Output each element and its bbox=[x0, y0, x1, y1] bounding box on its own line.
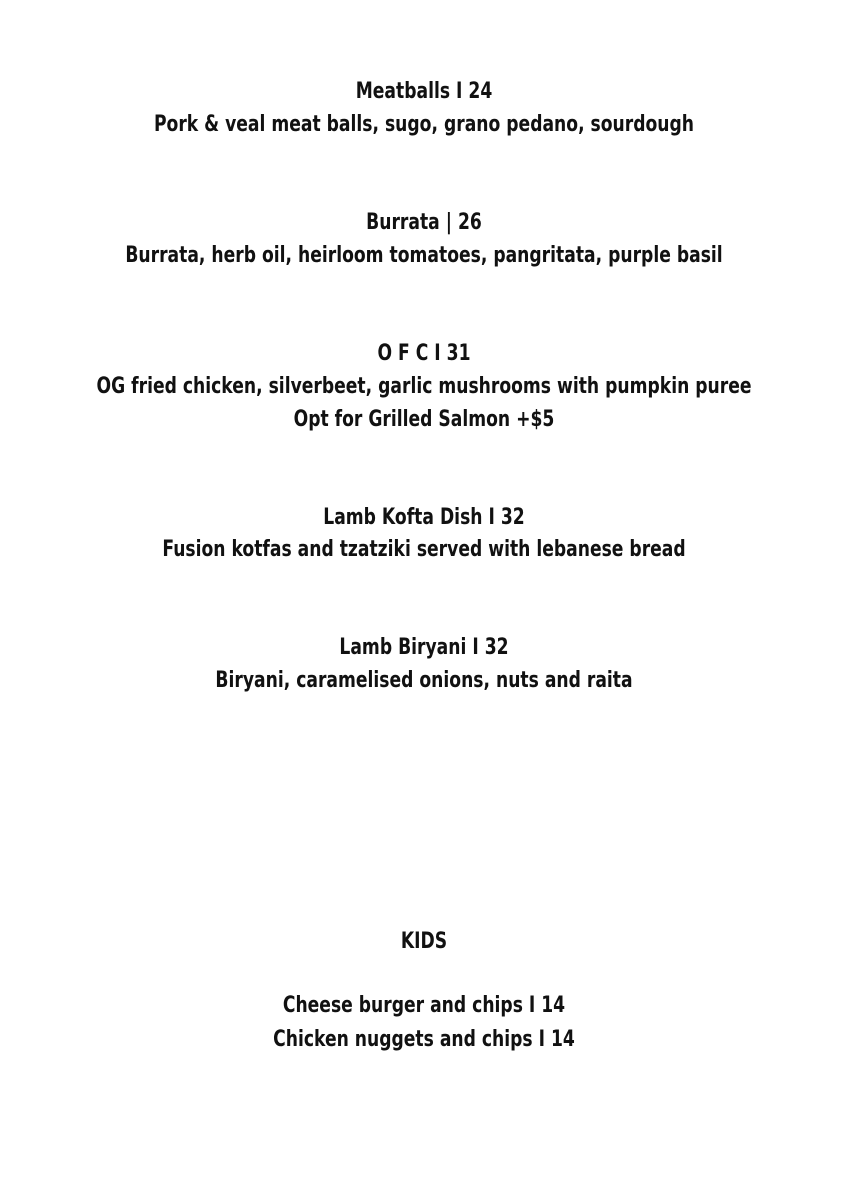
item-description: Biryani, caramelised onions, nuts and raita bbox=[215, 668, 633, 693]
item-title: Meatballs I 24 bbox=[355, 79, 493, 104]
item-title: Lamb Kofta Dish I 32 bbox=[323, 505, 525, 530]
item-description: Pork & veal meat balls, sugo, grano pedano, sourdough bbox=[153, 112, 695, 137]
kids-item: Chicken nuggets and chips I 14 bbox=[273, 1027, 575, 1052]
item-title: O F C I 31 bbox=[377, 341, 471, 366]
kids-heading: KIDS bbox=[400, 929, 448, 954]
item-description: OG fried chicken, silverbeet, garlic mushrooms with pumpkin puree bbox=[96, 374, 752, 399]
item-description: Burrata, herb oil, heirloom tomatoes, pangritata, purple basil bbox=[125, 243, 723, 268]
item-description: Fusion kotfas and tzatziki served with lebanese bread bbox=[162, 537, 686, 562]
kids-item: Cheese burger and chips I 14 bbox=[282, 993, 566, 1018]
item-option: Opt for Grilled Salmon +$5 bbox=[293, 407, 555, 432]
item-title: Burrata | 26 bbox=[366, 210, 482, 235]
item-title: Lamb Biryani I 32 bbox=[339, 635, 509, 660]
